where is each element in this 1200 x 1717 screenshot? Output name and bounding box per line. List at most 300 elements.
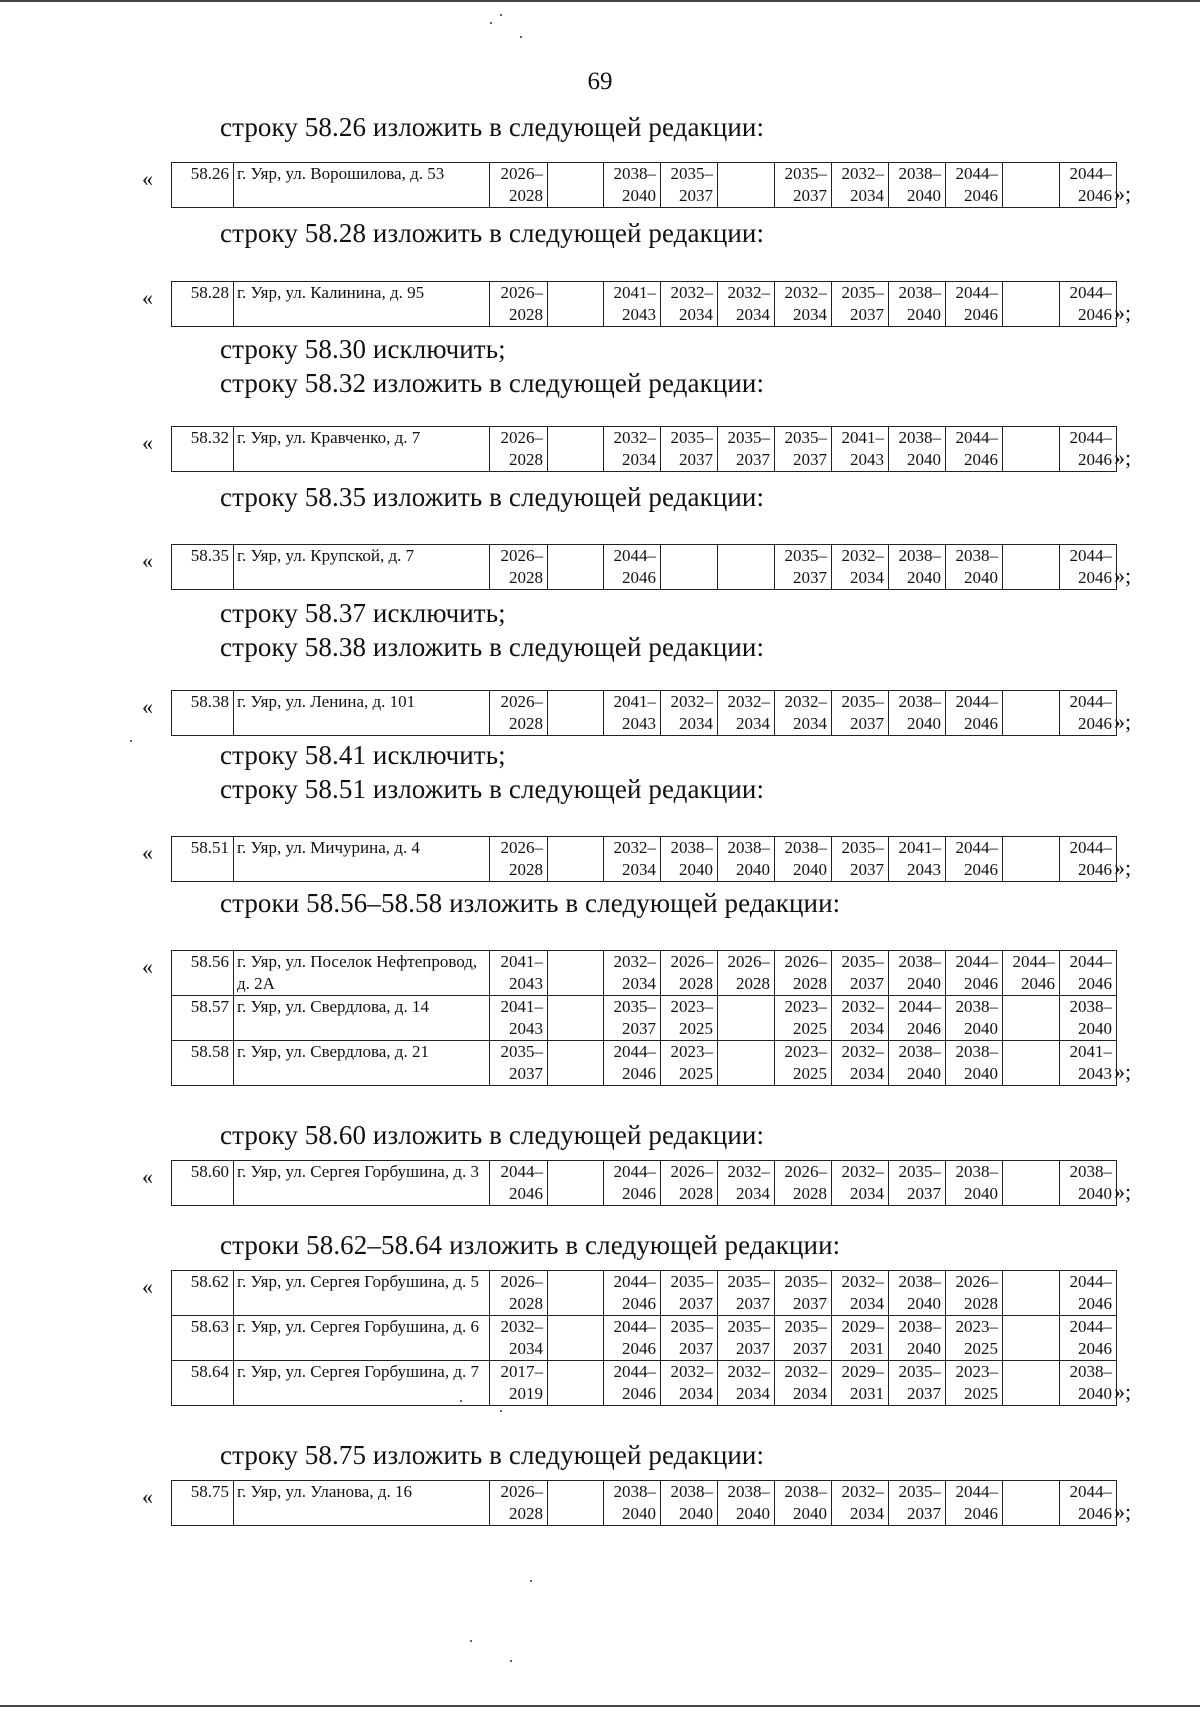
year-range-cell (548, 996, 604, 1041)
year-start: 2026– (500, 546, 543, 565)
year-end: 2040 (907, 1294, 941, 1313)
open-quote: « (142, 1484, 153, 1509)
year-start: 2044– (955, 164, 998, 183)
table-row (172, 1316, 1117, 1361)
year-end: 2046 (1078, 186, 1112, 205)
year-end: 2040 (679, 860, 713, 879)
year-start: 2026– (500, 692, 543, 711)
year-range-cell (1003, 1316, 1060, 1361)
year-range-cell (604, 951, 661, 996)
year-range-cell (490, 691, 548, 736)
year-range-cell (775, 691, 832, 736)
year-range-cell (548, 282, 604, 327)
year-start: 2026– (670, 1162, 713, 1181)
year-end: 2034 (736, 714, 770, 733)
year-end: 2046 (964, 305, 998, 324)
year-start: 2038– (898, 1317, 941, 1336)
year-range-cell (604, 282, 661, 327)
year-end: 2046 (622, 1064, 656, 1083)
table-row (172, 163, 1117, 208)
year-end: 2034 (679, 305, 713, 324)
year-end: 2028 (679, 1184, 713, 1203)
year-start: 2032– (670, 283, 713, 302)
year-end: 2046 (964, 860, 998, 879)
year-range-cell (490, 1041, 548, 1086)
scan-speck (530, 1580, 532, 1582)
year-range-cell (548, 1041, 604, 1086)
table-row (172, 427, 1117, 472)
close-quote: »; (1114, 181, 1132, 206)
close-quote: »; (1114, 563, 1132, 588)
year-range-cell (718, 691, 775, 736)
year-range-cell (775, 1161, 832, 1206)
year-start: 2038– (1069, 997, 1112, 1016)
year-start: 2026– (500, 1272, 543, 1291)
year-end: 2043 (907, 860, 941, 879)
table-row (172, 282, 1117, 327)
year-range-cell (490, 282, 548, 327)
year-end: 2034 (622, 450, 656, 469)
year-range-cell (718, 427, 775, 472)
year-end: 2037 (793, 1294, 827, 1313)
year-range-cell (889, 1271, 946, 1316)
year-range-cell (1003, 1361, 1060, 1406)
table-row (172, 996, 1117, 1041)
year-range-cell (661, 1271, 718, 1316)
year-start: 2035– (784, 164, 827, 183)
year-range-cell (548, 163, 604, 208)
year-range-cell (718, 1316, 775, 1361)
year-start: 2023– (955, 1362, 998, 1381)
year-end: 2037 (679, 1294, 713, 1313)
year-start: 2038– (784, 838, 827, 857)
table-row (172, 951, 1117, 996)
instruction-line: строку 58.28 изложить в следующей редакции: (220, 218, 765, 248)
year-start: 2023– (955, 1317, 998, 1336)
year-range-cell (661, 951, 718, 996)
year-range-cell (775, 1316, 832, 1361)
year-start: 2035– (784, 1272, 827, 1291)
year-end: 2040 (1078, 1019, 1112, 1038)
row-number: 58.28 (172, 282, 234, 327)
year-end: 2034 (850, 1504, 884, 1523)
page-bottom-edge (0, 1705, 1200, 1707)
open-quote: « (142, 954, 153, 979)
year-start: 2035– (784, 546, 827, 565)
year-range-cell (1060, 545, 1117, 590)
year-range-cell (661, 163, 718, 208)
year-range-cell (604, 1361, 661, 1406)
year-range-cell (775, 996, 832, 1041)
year-range-cell (548, 427, 604, 472)
year-range-cell (889, 545, 946, 590)
year-end: 2046 (1078, 450, 1112, 469)
year-end: 2046 (622, 1184, 656, 1203)
year-range-cell (718, 951, 775, 996)
year-start: 2032– (727, 692, 770, 711)
year-end: 2040 (736, 860, 770, 879)
year-start: 2032– (727, 283, 770, 302)
scan-speck (510, 1660, 512, 1662)
year-end: 2028 (509, 305, 543, 324)
table-row (172, 1271, 1117, 1316)
year-range-cell (604, 837, 661, 882)
year-start: 2035– (727, 428, 770, 447)
year-end: 2028 (793, 1184, 827, 1203)
year-range-cell (946, 996, 1003, 1041)
year-range-cell (661, 282, 718, 327)
year-range-cell (775, 545, 832, 590)
year-end: 2037 (907, 1504, 941, 1523)
year-end: 2046 (622, 1384, 656, 1403)
year-range-cell (832, 163, 889, 208)
year-end: 2046 (964, 186, 998, 205)
year-end: 2040 (907, 1339, 941, 1358)
year-start: 2038– (898, 164, 941, 183)
year-range-cell (946, 1316, 1003, 1361)
table-row (172, 1361, 1117, 1406)
instruction-line: строку 58.30 исключить; (220, 334, 506, 364)
year-end: 2040 (964, 1064, 998, 1083)
year-end: 2040 (622, 1504, 656, 1523)
year-range-cell (775, 1041, 832, 1086)
address-cell: г. Уяр, ул. Сергея Горбушина, д. 6 (234, 1316, 490, 1361)
close-quote: »; (1114, 1179, 1132, 1204)
year-start: 2044– (613, 1042, 656, 1061)
year-end: 2040 (679, 1504, 713, 1523)
row-number: 58.75 (172, 1481, 234, 1526)
year-start: 2032– (841, 1042, 884, 1061)
scan-speck (470, 1640, 472, 1642)
year-end: 2040 (907, 450, 941, 469)
year-range-cell (604, 1271, 661, 1316)
table-row (172, 1041, 1117, 1086)
year-start: 2026– (500, 164, 543, 183)
year-range-cell (1003, 1481, 1060, 1526)
year-range-cell (661, 1041, 718, 1086)
year-range-cell (775, 837, 832, 882)
year-start: 2038– (1069, 1162, 1112, 1181)
close-quote: »; (1114, 445, 1132, 470)
year-range-cell (946, 691, 1003, 736)
year-start: 2038– (898, 1042, 941, 1061)
open-quote: « (142, 285, 153, 310)
schedule-table (171, 281, 1117, 327)
year-end: 2037 (679, 186, 713, 205)
year-range-cell (946, 1271, 1003, 1316)
year-range-cell (1060, 163, 1117, 208)
year-end: 2040 (964, 1019, 998, 1038)
address-cell: г. Уяр, ул. Свердлова, д. 21 (234, 1041, 490, 1086)
year-start: 2044– (613, 1317, 656, 1336)
year-range-cell (548, 951, 604, 996)
year-start: 2044– (613, 1272, 656, 1291)
row-number: 58.56 (172, 951, 234, 996)
year-end: 2043 (509, 974, 543, 993)
year-start: 2038– (955, 997, 998, 1016)
year-end: 2034 (509, 1339, 543, 1358)
year-range-cell (775, 163, 832, 208)
year-range-cell (1003, 427, 1060, 472)
schedule-table (171, 836, 1117, 882)
year-start: 2038– (898, 546, 941, 565)
year-range-cell (1003, 545, 1060, 590)
year-range-cell (490, 837, 548, 882)
year-end: 2031 (850, 1384, 884, 1403)
year-start: 2044– (613, 1362, 656, 1381)
close-quote: »; (1114, 709, 1132, 734)
year-end: 2034 (736, 305, 770, 324)
year-range-cell (490, 427, 548, 472)
year-end: 2028 (509, 186, 543, 205)
year-start: 2023– (784, 1042, 827, 1061)
year-range-cell (718, 1271, 775, 1316)
year-end: 2040 (907, 305, 941, 324)
year-start: 2032– (784, 1362, 827, 1381)
year-start: 2035– (727, 1272, 770, 1291)
open-quote: « (142, 840, 153, 865)
year-start: 2041– (500, 952, 543, 971)
year-range-cell (490, 545, 548, 590)
year-start: 2038– (727, 1482, 770, 1501)
year-range-cell (832, 1161, 889, 1206)
year-range-cell (718, 545, 775, 590)
year-range-cell (889, 951, 946, 996)
year-start: 2044– (955, 952, 998, 971)
year-end: 2040 (907, 186, 941, 205)
year-end: 2037 (850, 860, 884, 879)
year-start: 2044– (613, 1162, 656, 1181)
year-range-cell (889, 282, 946, 327)
year-end: 2046 (1078, 714, 1112, 733)
year-start: 2032– (670, 1362, 713, 1381)
schedule-table (171, 426, 1117, 472)
year-start: 2038– (670, 1482, 713, 1501)
year-start: 2038– (784, 1482, 827, 1501)
year-range-cell (548, 691, 604, 736)
year-end: 2040 (907, 1064, 941, 1083)
year-start: 2044– (1012, 952, 1055, 971)
year-end: 2025 (679, 1064, 713, 1083)
year-range-cell (946, 1481, 1003, 1526)
year-end: 2037 (736, 1339, 770, 1358)
year-range-cell (661, 1481, 718, 1526)
year-start: 2038– (955, 546, 998, 565)
year-start: 2026– (500, 283, 543, 302)
year-end: 2037 (907, 1384, 941, 1403)
year-start: 2044– (898, 997, 941, 1016)
year-start: 2044– (955, 283, 998, 302)
year-range-cell (604, 163, 661, 208)
year-end: 2037 (793, 450, 827, 469)
year-range-cell (1003, 837, 1060, 882)
year-start: 2017– (500, 1362, 543, 1381)
year-start: 2032– (727, 1162, 770, 1181)
row-number: 58.32 (172, 427, 234, 472)
row-number: 58.60 (172, 1161, 234, 1206)
year-end: 2046 (1078, 974, 1112, 993)
year-start: 2035– (670, 164, 713, 183)
year-range-cell (661, 1161, 718, 1206)
year-start: 2032– (841, 546, 884, 565)
year-end: 2034 (793, 714, 827, 733)
year-range-cell (889, 691, 946, 736)
year-start: 2032– (613, 428, 656, 447)
address-cell: г. Уяр, ул. Ленина, д. 101 (234, 691, 490, 736)
year-start: 2038– (613, 164, 656, 183)
year-start: 2044– (613, 546, 656, 565)
year-end: 2034 (736, 1384, 770, 1403)
year-end: 2037 (793, 1339, 827, 1358)
instruction-line: строку 58.51 изложить в следующей редакции: (220, 774, 765, 804)
year-range-cell (946, 1361, 1003, 1406)
year-end: 2034 (850, 1184, 884, 1203)
year-start: 2032– (784, 283, 827, 302)
year-start: 2041– (898, 838, 941, 857)
year-start: 2041– (613, 692, 656, 711)
year-start: 2041– (1069, 1042, 1112, 1061)
year-range-cell (832, 545, 889, 590)
year-end: 2037 (679, 450, 713, 469)
year-start: 2044– (955, 838, 998, 857)
year-end: 2043 (622, 714, 656, 733)
scan-speck (520, 36, 522, 38)
year-start: 2032– (841, 1482, 884, 1501)
year-start: 2035– (727, 1317, 770, 1336)
year-end: 2037 (679, 1339, 713, 1358)
year-range-cell (490, 1161, 548, 1206)
open-quote: « (142, 166, 153, 191)
year-range-cell (604, 1041, 661, 1086)
year-end: 2040 (907, 568, 941, 587)
year-end: 2046 (622, 568, 656, 587)
address-cell: г. Уяр, ул. Поселок Нефтепровод, д. 2А (234, 951, 490, 996)
instruction-line: строки 58.56–58.58 изложить в следующей редакции: (220, 888, 841, 918)
year-start: 2032– (613, 838, 656, 857)
year-start: 2041– (613, 283, 656, 302)
year-start: 2044– (955, 1482, 998, 1501)
year-range-cell (490, 1361, 548, 1406)
year-range-cell (832, 996, 889, 1041)
year-end: 2037 (622, 1019, 656, 1038)
year-range-cell (1060, 282, 1117, 327)
year-range-cell (1060, 1161, 1117, 1206)
scan-speck (500, 14, 502, 16)
year-start: 2035– (670, 428, 713, 447)
year-range-cell (775, 1361, 832, 1406)
instruction-line: строку 58.35 изложить в следующей редакции: (220, 482, 765, 512)
year-start: 2035– (500, 1042, 543, 1061)
year-end: 2046 (907, 1019, 941, 1038)
year-end: 2028 (509, 1504, 543, 1523)
year-range-cell (604, 1316, 661, 1361)
year-start: 2035– (898, 1162, 941, 1181)
year-start: 2035– (841, 838, 884, 857)
address-cell: г. Уяр, ул. Калинина, д. 95 (234, 282, 490, 327)
year-end: 2040 (793, 1504, 827, 1523)
year-start: 2026– (784, 1162, 827, 1181)
year-end: 2034 (793, 305, 827, 324)
open-quote: « (142, 548, 153, 573)
year-range-cell (490, 1481, 548, 1526)
year-end: 2046 (964, 974, 998, 993)
table-row (172, 545, 1117, 590)
year-range-cell (548, 837, 604, 882)
year-start: 2044– (1069, 546, 1112, 565)
year-range-cell (1060, 691, 1117, 736)
schedule-table (171, 690, 1117, 736)
year-range-cell (661, 996, 718, 1041)
close-quote: »; (1114, 300, 1132, 325)
row-number: 58.58 (172, 1041, 234, 1086)
schedule-table (171, 544, 1117, 590)
address-cell: г. Уяр, ул. Сергея Горбушина, д. 3 (234, 1161, 490, 1206)
year-start: 2035– (670, 1317, 713, 1336)
year-end: 2037 (509, 1064, 543, 1083)
year-range-cell (718, 996, 775, 1041)
year-range-cell (490, 163, 548, 208)
year-range-cell (1060, 951, 1117, 996)
year-range-cell (889, 163, 946, 208)
year-range-cell (889, 1041, 946, 1086)
year-range-cell (548, 1161, 604, 1206)
year-start: 2038– (1069, 1362, 1112, 1381)
year-start: 2038– (898, 428, 941, 447)
year-start: 2026– (500, 1482, 543, 1501)
year-end: 2040 (964, 1184, 998, 1203)
year-range-cell (832, 837, 889, 882)
year-range-cell (548, 1361, 604, 1406)
year-range-cell (775, 951, 832, 996)
open-quote: « (142, 1164, 153, 1189)
year-end: 2034 (850, 1294, 884, 1313)
year-end: 2028 (509, 450, 543, 469)
year-end: 2028 (509, 714, 543, 733)
year-range-cell (490, 1316, 548, 1361)
instruction-line: строку 58.37 исключить; (220, 598, 506, 628)
close-quote: »; (1114, 1499, 1132, 1524)
year-range-cell (946, 1041, 1003, 1086)
year-range-cell (889, 1316, 946, 1361)
year-end: 2037 (850, 714, 884, 733)
year-end: 2034 (622, 860, 656, 879)
year-start: 2026– (500, 428, 543, 447)
year-range-cell (604, 1161, 661, 1206)
year-range-cell (604, 691, 661, 736)
address-cell: г. Уяр, ул. Свердлова, д. 14 (234, 996, 490, 1041)
year-start: 2044– (955, 692, 998, 711)
year-start: 2035– (841, 283, 884, 302)
year-end: 2040 (1078, 1384, 1112, 1403)
table-row (172, 691, 1117, 736)
year-range-cell (1060, 1041, 1117, 1086)
year-start: 2044– (1069, 1272, 1112, 1291)
year-end: 2037 (850, 305, 884, 324)
year-end: 2046 (509, 1184, 543, 1203)
year-end: 2046 (622, 1339, 656, 1358)
row-number: 58.57 (172, 996, 234, 1041)
year-start: 2032– (841, 1162, 884, 1181)
close-quote: »; (1114, 1379, 1132, 1404)
row-number: 58.62 (172, 1271, 234, 1316)
year-end: 2043 (850, 450, 884, 469)
year-range-cell (661, 427, 718, 472)
year-start: 2032– (670, 692, 713, 711)
row-number: 58.64 (172, 1361, 234, 1406)
scan-speck (460, 1400, 462, 1402)
year-end: 2043 (509, 1019, 543, 1038)
year-range-cell (1060, 996, 1117, 1041)
